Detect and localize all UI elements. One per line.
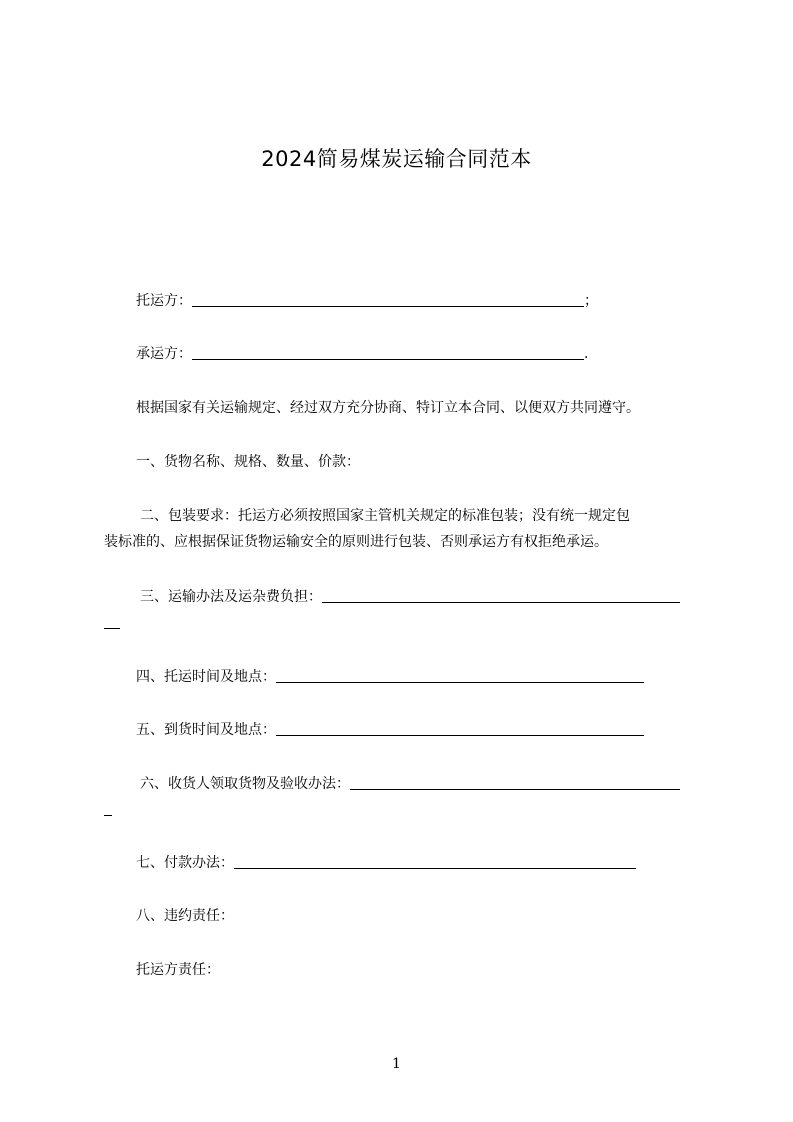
clause-packaging-line2: 装标准的、应根据保证货物运输安全的原则进行包装、否则承运方有权拒绝承运。 xyxy=(104,534,608,550)
clause-transport-method-label: 三、运输办法及运杂费负担： xyxy=(140,589,322,605)
receipt-blank-wrap xyxy=(104,801,112,816)
shipper-label: 托运方： xyxy=(136,293,192,309)
clause-payment xyxy=(136,853,636,873)
carrier-line xyxy=(136,344,588,364)
clause-shipping-time-label: 四、托运时间及地点： xyxy=(136,669,276,685)
transport-method-blank-cont xyxy=(104,613,120,633)
clause-arrival-time-label: 五、到货时间及地点： xyxy=(136,722,276,738)
clause-payment-label: 七、付款办法： xyxy=(136,855,234,871)
shipper-liability: 托运方责任： xyxy=(136,962,220,978)
page-number: 1 xyxy=(392,1056,401,1072)
carrier-blank xyxy=(192,345,584,360)
preamble: 根据国家有关运输规定、经过双方充分协商、特订立本合同、以便双方共同遵守。 xyxy=(136,400,640,416)
clause-packaging-line1: 二、包装要求：托运方必须按照国家主管机关规定的标准包装；没有统一规定包 xyxy=(140,508,630,524)
shipper-line-end: ； xyxy=(584,293,598,309)
transport-method-blank-wrap xyxy=(104,614,120,629)
clause-shipping-time xyxy=(136,667,644,687)
carrier-line-end: . xyxy=(584,346,589,362)
document-title: 2024简易煤炭运输合同范本 xyxy=(261,147,532,171)
clause-arrival-time xyxy=(136,720,644,740)
receipt-blank xyxy=(350,775,680,790)
clause-receipt xyxy=(140,774,680,794)
arrival-time-blank xyxy=(276,721,644,736)
transport-method-blank xyxy=(322,588,680,603)
shipper-line xyxy=(136,291,598,311)
clause-goods: 一、货物名称、规格、数量、价款： xyxy=(136,454,360,470)
shipper-blank xyxy=(192,292,584,307)
clause-receipt-label: 六、收货人领取货物及验收办法： xyxy=(140,776,350,792)
shipping-time-blank xyxy=(276,668,644,683)
clause-transport-method xyxy=(140,587,680,607)
receipt-blank-cont xyxy=(104,800,112,820)
clause-liability: 八、违约责任： xyxy=(136,908,234,924)
carrier-label: 承运方： xyxy=(136,346,192,362)
payment-blank xyxy=(234,854,636,869)
